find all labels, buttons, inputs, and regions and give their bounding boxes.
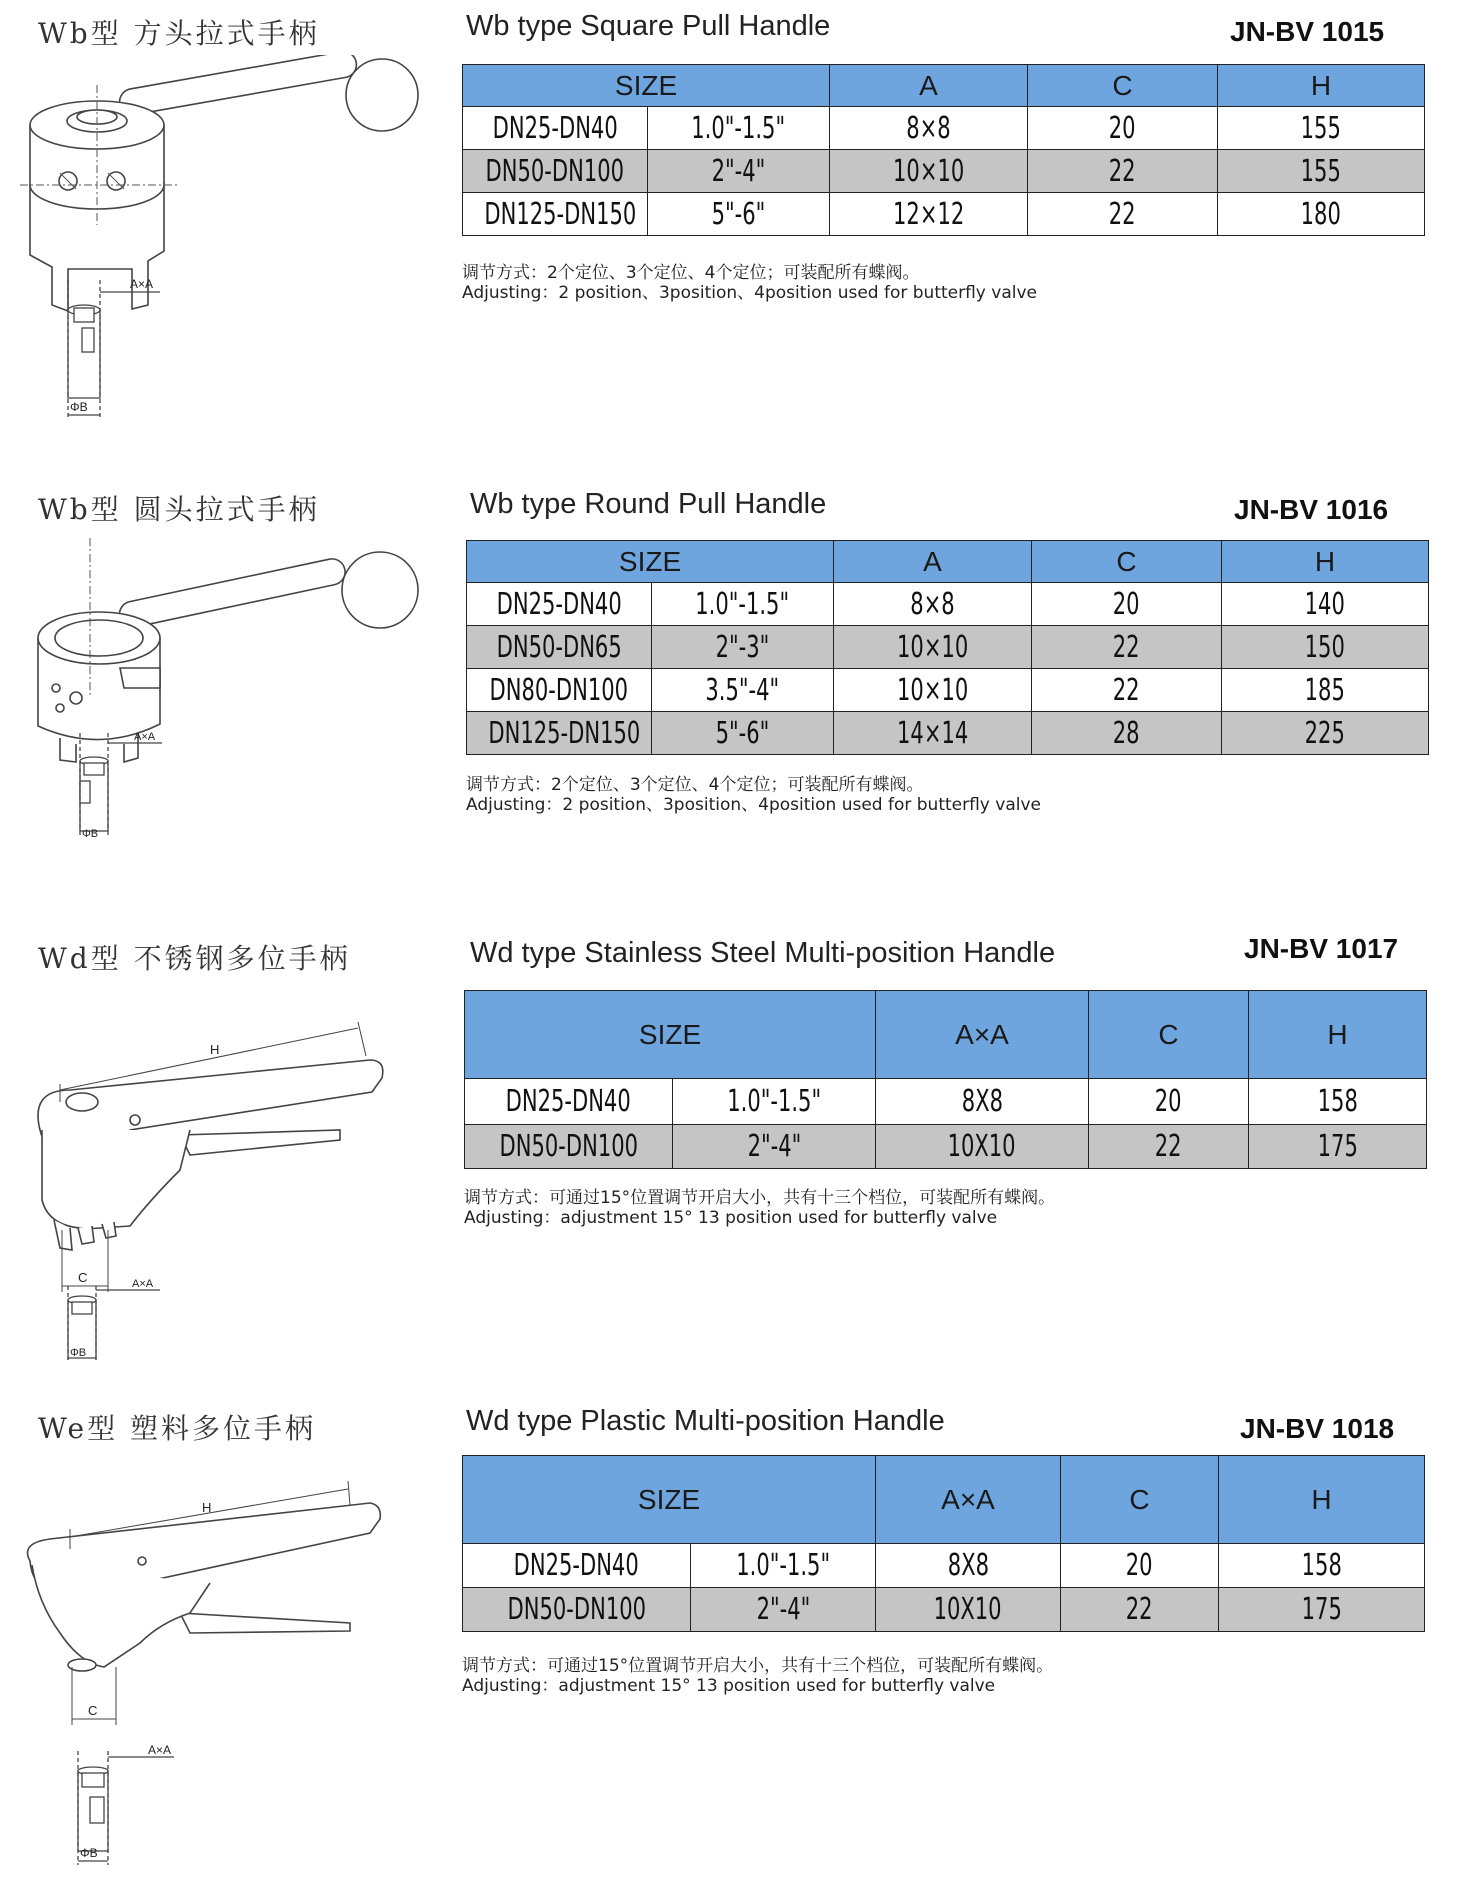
header-c: C <box>1028 65 1218 107</box>
section-cn-title: We型 塑料多位手柄 <box>38 1412 316 1445</box>
cell-c: 22 <box>1109 153 1136 189</box>
table-row <box>463 107 1425 150</box>
cell-a: 8X8 <box>961 1084 1003 1119</box>
cell-a: 10×10 <box>892 153 965 189</box>
cell-inch: 2"-3" <box>715 629 770 665</box>
header-size: SIZE <box>467 541 834 583</box>
cell-dn: DN25-DN40 <box>496 586 622 622</box>
table-row <box>465 1125 1427 1169</box>
note-en: Adjusting：adjustment 15° 13 position used for butterfly valve <box>462 1676 996 1696</box>
dim-axa-label: A×A <box>148 1743 172 1757</box>
header-h: H <box>1218 65 1425 107</box>
cell-dn: DN50-DN100 <box>499 1129 638 1164</box>
section-en-title: Wd type Plastic Multi-position Handle <box>466 1405 945 1437</box>
cell-h: 180 <box>1300 196 1342 232</box>
cell-h: 185 <box>1304 672 1346 708</box>
header-h: H <box>1222 541 1429 583</box>
product-code: JN-BV 1017 <box>1244 933 1399 964</box>
table-row <box>467 583 1429 626</box>
cell-inch: 5"-6" <box>715 715 770 751</box>
header-c: C <box>1061 1456 1219 1544</box>
cell-inch: 1.0"-1.5" <box>727 1084 821 1119</box>
cell-a: 10×10 <box>896 629 969 665</box>
cell-c: 20 <box>1126 1548 1153 1583</box>
cell-c: 22 <box>1126 1592 1153 1627</box>
table-row <box>465 1079 1427 1125</box>
section-en-title: Wb type Square Pull Handle <box>466 10 831 42</box>
stainless-multi-position-handle-drawing <box>20 980 440 1360</box>
header-a: A <box>834 541 1032 583</box>
cell-h: 175 <box>1301 1592 1342 1627</box>
cell-h: 158 <box>1317 1084 1358 1119</box>
product-code: JN-BV 1018 <box>1240 1413 1395 1444</box>
header-a: A <box>830 65 1028 107</box>
dim-h-label: H <box>210 1042 220 1057</box>
plastic-multi-position-handle-drawing <box>20 1453 440 1883</box>
section-jn-bv-1015 <box>0 0 1458 470</box>
header-h: H <box>1249 991 1427 1079</box>
cell-c: 20 <box>1113 586 1140 622</box>
table-row <box>463 1544 1425 1588</box>
cell-inch: 1.0"-1.5" <box>695 586 790 622</box>
note-en: Adjusting：2 position、3position、4position used for butterfly valve <box>462 283 1037 303</box>
note-cn: 调节方式：2个定位、3个定位、4个定位；可装配所有蝶阀。 <box>462 263 920 283</box>
cell-c: 20 <box>1155 1084 1182 1119</box>
cell-h: 155 <box>1300 110 1342 146</box>
section-jn-bv-1018 <box>0 1393 1458 1893</box>
cell-a: 10X10 <box>948 1129 1017 1164</box>
cell-dn: DN25-DN40 <box>505 1084 632 1119</box>
cell-inch: 3.5"-4" <box>705 672 780 708</box>
cell-h: 150 <box>1304 629 1346 665</box>
dim-axa-label: A×A <box>130 277 154 291</box>
table-row <box>467 626 1429 669</box>
spec-table <box>462 1455 1425 1632</box>
cell-dn: DN125-DN150 <box>484 196 637 232</box>
cell-h: 140 <box>1304 586 1346 622</box>
section-cn-title: Wb型 方头拉式手柄 <box>38 17 320 50</box>
cell-a: 8×8 <box>910 586 955 622</box>
cell-c: 28 <box>1113 715 1140 751</box>
section-cn-title: Wb型 圆头拉式手柄 <box>38 493 320 526</box>
header-size: SIZE <box>463 65 830 107</box>
cell-dn: DN25-DN40 <box>513 1548 640 1583</box>
cell-c: 22 <box>1109 196 1136 232</box>
header-size: SIZE <box>465 991 876 1079</box>
note-cn: 调节方式：2个定位、3个定位、4个定位；可装配所有蝶阀。 <box>466 775 924 795</box>
cell-h: 155 <box>1300 153 1342 189</box>
dim-c-label: C <box>78 1270 88 1285</box>
cell-inch: 5"-6" <box>711 196 766 232</box>
cell-dn: DN50-DN100 <box>485 153 625 189</box>
cell-h: 158 <box>1301 1548 1342 1583</box>
cell-inch: 2"-4" <box>711 153 766 189</box>
cell-c: 20 <box>1109 110 1136 146</box>
cell-dn: DN80-DN100 <box>489 672 629 708</box>
section-jn-bv-1017 <box>0 925 1458 1385</box>
cell-a: 10X10 <box>934 1592 1003 1627</box>
cell-a: 8X8 <box>947 1548 989 1583</box>
note-en: Adjusting：adjustment 15° 13 position used for butterfly valve <box>464 1208 998 1228</box>
note-cn: 调节方式：可通过15°位置调节开启大小，共有十三个档位，可装配所有蝶阀。 <box>462 1656 1054 1676</box>
dim-phib-label: ΦB <box>70 1347 87 1359</box>
cell-inch: 2"-4" <box>756 1592 810 1627</box>
cell-h: 175 <box>1317 1129 1358 1164</box>
cell-c: 22 <box>1113 629 1140 665</box>
section-jn-bv-1016 <box>0 478 1458 918</box>
table-row <box>463 150 1425 193</box>
header-c: C <box>1089 991 1249 1079</box>
table-row <box>467 712 1429 755</box>
cell-dn: DN125-DN150 <box>488 715 641 751</box>
round-pull-handle-drawing <box>20 538 440 838</box>
header-axa: A×A <box>876 991 1089 1079</box>
dim-c-label: C <box>88 1703 98 1718</box>
header-c: C <box>1032 541 1222 583</box>
table-row <box>463 1588 1425 1632</box>
cell-a: 8×8 <box>906 110 951 146</box>
header-size: SIZE <box>463 1456 876 1544</box>
dim-phib-label: ΦB <box>80 1846 98 1860</box>
cell-c: 22 <box>1113 672 1140 708</box>
spec-table <box>464 990 1427 1169</box>
header-h: H <box>1219 1456 1425 1544</box>
section-en-title: Wb type Round Pull Handle <box>470 488 827 520</box>
dim-axa-label: A×A <box>134 731 156 743</box>
cell-h: 225 <box>1304 715 1346 751</box>
dim-phib-label: ΦB <box>82 828 99 838</box>
product-code: JN-BV 1016 <box>1234 494 1389 525</box>
dim-h-label: H <box>202 1500 212 1515</box>
square-pull-handle-drawing <box>20 55 440 445</box>
note-cn: 调节方式：可通过15°位置调节开启大小，共有十三个档位，可装配所有蝶阀。 <box>464 1188 1056 1208</box>
cell-a: 14×14 <box>896 715 969 751</box>
note-en: Adjusting：2 position、3position、4position used for butterfly valve <box>466 795 1041 815</box>
spec-table <box>466 540 1429 755</box>
table-row <box>467 669 1429 712</box>
cell-dn: DN25-DN40 <box>492 110 618 146</box>
header-axa: A×A <box>876 1456 1061 1544</box>
cell-inch: 1.0"-1.5" <box>691 110 786 146</box>
cell-a: 10×10 <box>896 672 969 708</box>
cell-a: 12×12 <box>892 196 965 232</box>
dim-phib-label: ΦB <box>70 400 88 414</box>
cell-inch: 2"-4" <box>747 1129 801 1164</box>
section-cn-title: Wd型 不锈钢多位手柄 <box>38 942 351 975</box>
product-code: JN-BV 1015 <box>1230 16 1385 47</box>
cell-inch: 1.0"-1.5" <box>736 1548 830 1583</box>
dim-axa-label: A×A <box>132 1278 154 1290</box>
section-en-title: Wd type Stainless Steel Multi-position Handle <box>470 937 1056 969</box>
table-row <box>463 193 1425 236</box>
cell-c: 22 <box>1155 1129 1182 1164</box>
cell-dn: DN50-DN100 <box>507 1592 646 1627</box>
cell-dn: DN50-DN65 <box>496 629 622 665</box>
spec-table <box>462 64 1425 236</box>
